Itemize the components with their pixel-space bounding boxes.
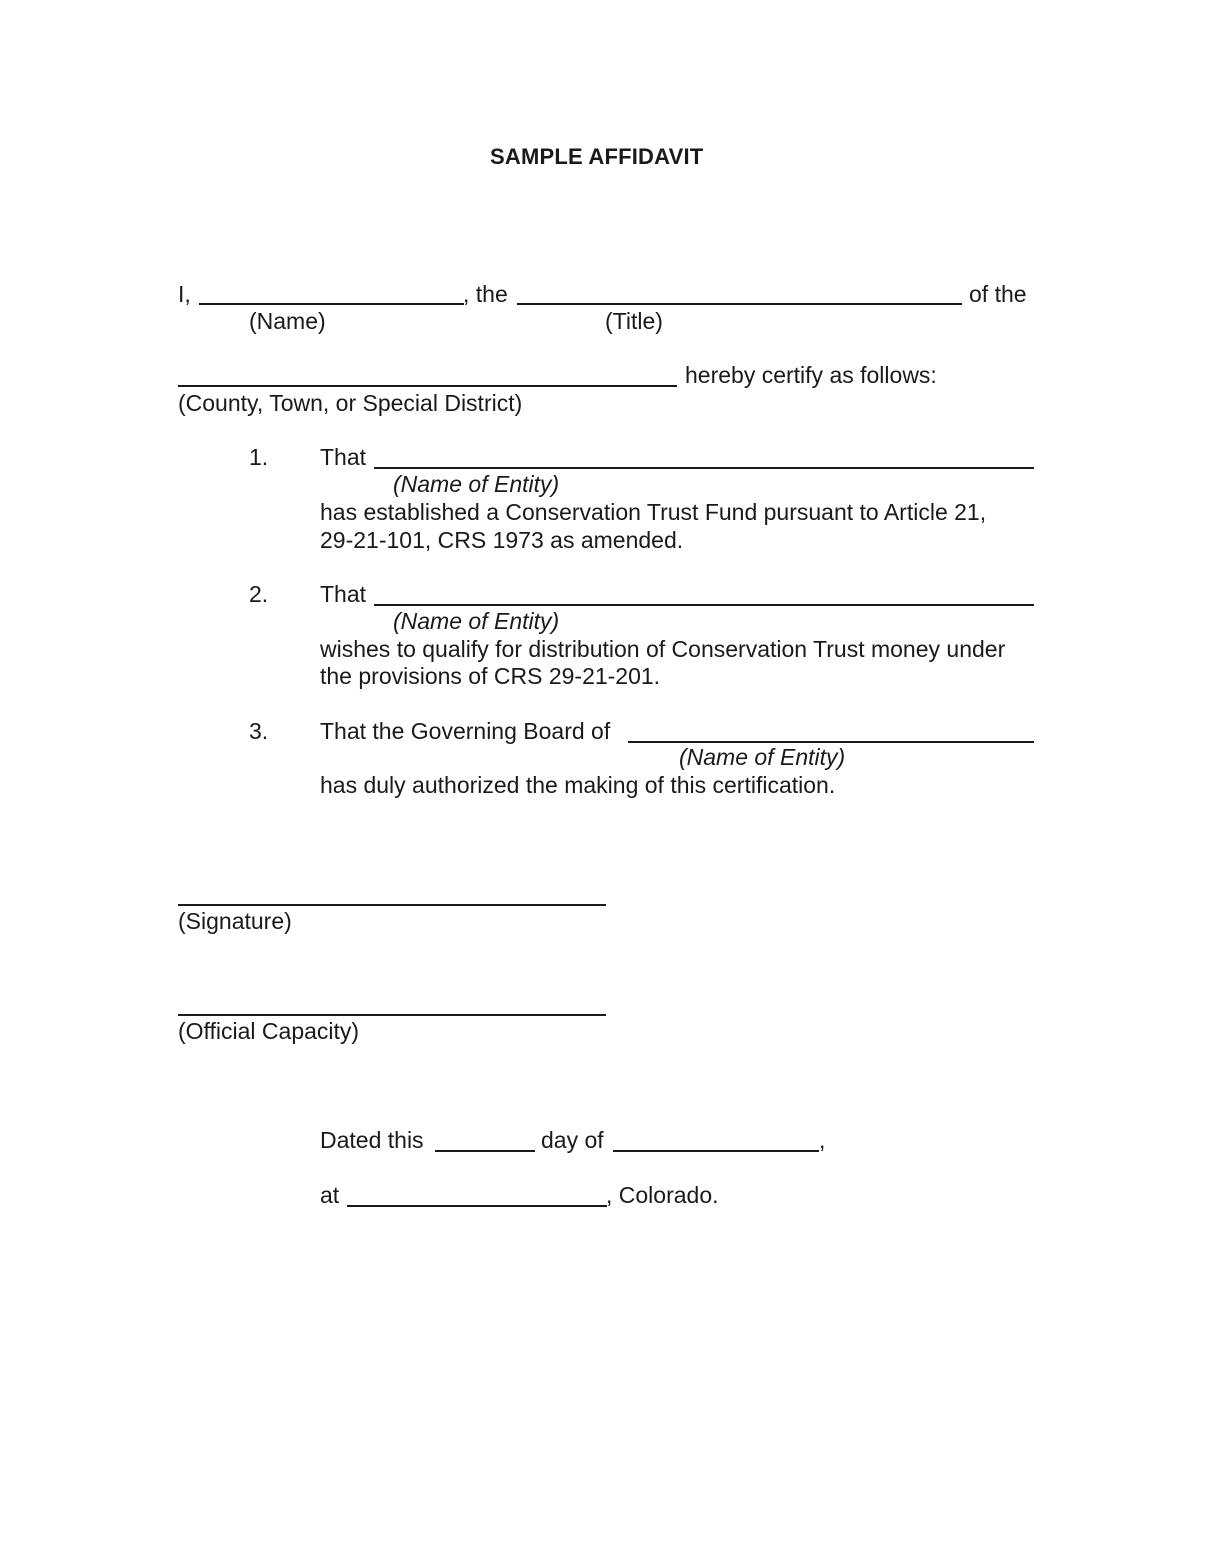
location-prefix: at	[320, 1182, 340, 1208]
entity-caption: (Name of Entity)	[393, 471, 560, 497]
entity-caption: (Name of Entity)	[393, 608, 560, 634]
capacity-blank[interactable]	[178, 1014, 606, 1016]
district-blank[interactable]	[178, 385, 677, 387]
capacity-caption: (Official Capacity)	[178, 1018, 360, 1044]
signature-caption: (Signature)	[178, 908, 292, 934]
entity-blank[interactable]	[628, 741, 1034, 743]
item-number: 3.	[249, 718, 269, 744]
item-text-line: 29-21-101, CRS 1973 as amended.	[320, 527, 684, 553]
district-caption: (County, Town, or Special District)	[178, 390, 523, 416]
name-blank[interactable]	[199, 303, 464, 305]
dated-day-of: day of	[541, 1127, 604, 1153]
signature-blank[interactable]	[178, 904, 606, 906]
item-lead: That	[320, 444, 367, 470]
item-text-line: the provisions of CRS 29-21-201.	[320, 663, 661, 689]
entity-blank[interactable]	[374, 604, 1034, 606]
name-caption: (Name)	[249, 308, 326, 334]
item-lead: That the Governing Board of	[320, 718, 611, 744]
item-lead: That	[320, 581, 367, 607]
item-number: 2.	[249, 581, 269, 607]
item-text-line: has established a Conservation Trust Fund pursuant to Article 21,	[320, 499, 987, 525]
entity-caption: (Name of Entity)	[679, 744, 846, 770]
location-suffix: , Colorado.	[606, 1182, 719, 1208]
dated-comma: ,	[819, 1127, 826, 1153]
item-number: 1.	[249, 444, 269, 470]
intro-prefix: I,	[178, 281, 191, 307]
title-blank[interactable]	[517, 303, 962, 305]
month-blank[interactable]	[613, 1150, 819, 1152]
intro-the: , the	[463, 281, 508, 307]
document-title: SAMPLE AFFIDAVIT	[490, 144, 704, 169]
item-text-line: wishes to qualify for distribution of Conservation Trust money under	[320, 636, 1006, 662]
item-text-line: has duly authorized the making of this certification.	[320, 772, 836, 798]
dated-prefix: Dated this	[320, 1127, 424, 1153]
intro-of-the: of the	[969, 281, 1027, 307]
title-caption: (Title)	[605, 308, 663, 334]
location-blank[interactable]	[347, 1205, 607, 1207]
day-blank[interactable]	[435, 1150, 535, 1152]
certify-text: hereby certify as follows:	[685, 362, 937, 388]
entity-blank[interactable]	[374, 467, 1034, 469]
